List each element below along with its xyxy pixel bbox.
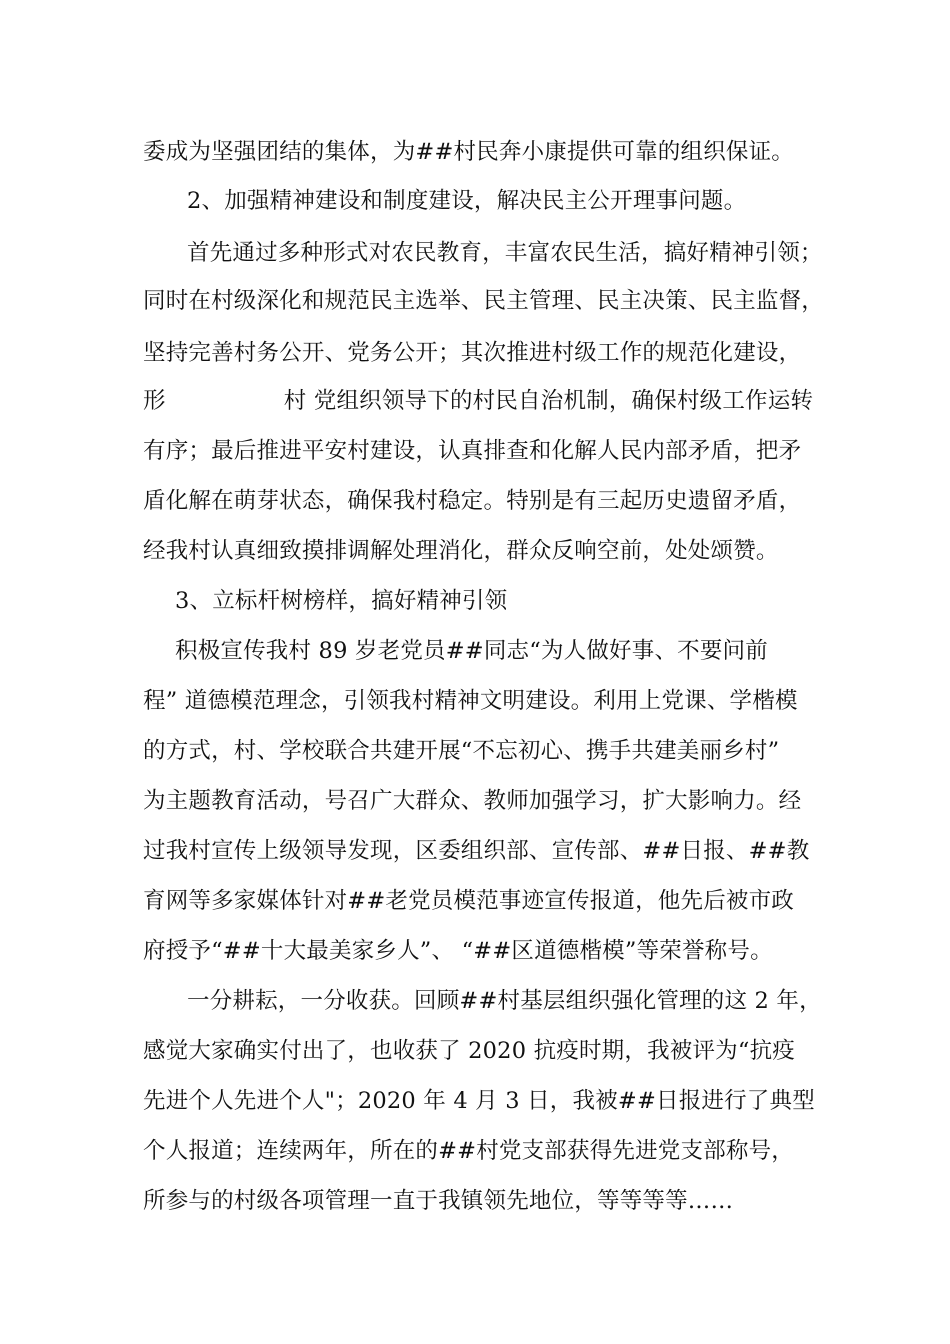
text-line-14: 为主题教育活动，号召广大群众、教师加强学习，扩大影响力。经 [143,788,802,814]
text-line-4: 同时在村级深化和规范民主选举、民主管理、民主决策、民主监督， [143,288,825,314]
split-line-right: 村 党组织领导下的村民自治机制，确保村级工作运转 [283,388,814,414]
text-line-6-split [143,386,813,416]
text-line-9: 经我村认真细致摸排调解处理消化，群众反响空前，处处颂赞。 [143,538,779,564]
text-line-22: 所参与的村级各项管理一直于我镇领先地位，等等等等…… [143,1188,734,1214]
text-line-21: 个人报道；连续两年，所在的##村党支部获得先进党支部称号， [143,1138,795,1164]
text-line-10: 3、立标杆树榜样，搞好精神引领 [175,588,508,614]
text-line-12: 程” 道德模范理念，引领我村精神文明建设。利用上党课、学楷模 [143,688,798,714]
split-line-left: 形 [143,388,166,414]
text-line-20: 先进个人先进个人"；2020 年 4 月 3 日，我被##日报进行了典型 [143,1088,815,1114]
text-line-1: 委成为坚强团结的集体，为##村民奔小康提供可靠的组织保证。 [143,139,795,165]
text-line-17: 府授予“##十大最美家乡人”、 “##区道德楷模”等荣誉称号。 [143,938,773,964]
text-line-7: 有序；最后推进平安村建设，认真排查和化解人民内部矛盾，把矛 [143,438,802,464]
text-line-8: 盾化解在萌芽状态，确保我村稳定。特别是有三起历史遗留矛盾， [143,488,802,514]
text-line-2: 2、加强精神建设和制度建设，解决民主公开理事问题。 [187,188,747,214]
text-line-5: 坚持完善村务公开、党务公开；其次推进村级工作的规范化建设， [143,340,802,366]
text-line-13: 的方式，村、学校联合共建开展“不忘初心、携手共建美丽乡村” [143,738,780,764]
text-line-11: 积极宣传我村 89 岁老党员##同志“为人做好事、不要问前 [175,638,768,664]
text-line-15: 过我村宣传上级领导发现，区委组织部、宣传部、##日报、##教 [143,838,810,864]
text-line-19: 感觉大家确实付出了，也收获了 2020 抗疫时期，我被评为“抗疫 [143,1038,795,1064]
text-line-3: 首先通过多种形式对农民教育，丰富农民生活，搞好精神引领； [187,240,823,266]
text-line-16: 育网等多家媒体针对##老党员模范事迹宣传报道，他先后被市政 [143,888,795,914]
text-line-18: 一分耕耘，一分收获。回顾##村基层组织强化管理的这 2 年， [187,988,822,1014]
